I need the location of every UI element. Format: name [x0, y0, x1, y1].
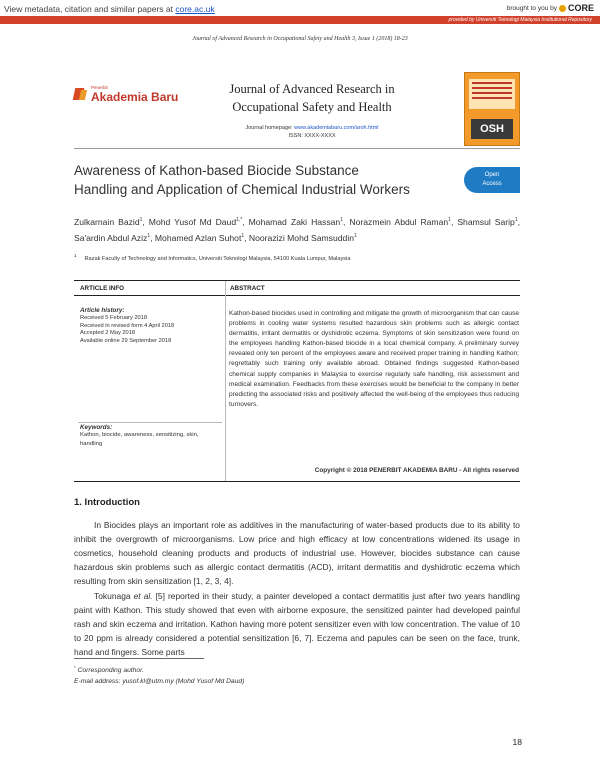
history-online: Available online 29 September 2018	[80, 337, 172, 344]
provider-text: provided by Universiti Teknologi Malaysia Institutional Repository	[448, 17, 592, 23]
running-head: Journal of Advanced Research in Occupational Safety and Health 3, Issue 1 (2018) 18-23	[192, 36, 408, 42]
footnote	[74, 662, 374, 687]
info-top-rule	[74, 280, 520, 281]
provider-bar	[0, 16, 600, 24]
keywords	[80, 424, 220, 449]
journal-masthead	[74, 64, 520, 148]
article-info-header: ARTICLE INFO	[80, 285, 125, 292]
author-affiliation-mark: 1	[147, 232, 151, 239]
history-revised: Received in revised form 4 April 2018	[80, 322, 175, 329]
author-affiliation-mark: 1	[354, 232, 357, 239]
author-affiliation-mark: 1	[514, 217, 518, 223]
article-history	[80, 307, 220, 345]
affiliation-mark: 1	[74, 253, 77, 258]
core-brand-name: CORE	[567, 3, 594, 13]
open-access-line2: Access	[482, 181, 502, 187]
journal-cover-image	[464, 72, 520, 146]
core-logo-icon	[559, 5, 566, 12]
author-name: Norazmein Abdul Raman	[349, 216, 449, 227]
author-separator: ,	[244, 232, 249, 243]
publisher-small-text: Penerbit	[91, 85, 108, 90]
intro-paragraph-1: In Biocides plays an important role as additives in the manufacturing of water-based products due to its ability to inhibit the overgrowth of microorganisms. Low price and high efficacy at low concentrations widened its usage in cosmetics, household cleaning products and products of industrial use. However, biocides substance can cause hazardous skin problems such as allergic contact dermatitis (ACD), irritant dermatitis and dyshidrotic eczema which resulting from skin sensitization [1, 2, 3, 4].	[74, 520, 520, 587]
abstract-text: Kathon-based biocides used in controlling and mitigate the growth of microorganism that can cause problems in cooling water systems resulted hazardous skin problems such as allergic contact dermatitis, irritant dermatitis or dyshidrotic eczema. Symptoms of skin sensitization were found on the employees handling Kathon-based biocide in a local chemical company. A preliminary survey revealed only ten percent of the employees aware and received proper training in handling Kathon; regrettably such training only available abroad. Obtained findings suggested Kathon-based chemical supply companies in Malaysia to exercise regularly safe handling, risk assessment and medical examination. Feedbacks from these exercises would be beneficial to the company in better predicting the associated risks and positively affected the well-being of the employees thus reducing turnovers.	[229, 310, 519, 408]
homepage-link[interactable]: www.akademiabaru.com/aroh.html	[294, 125, 379, 131]
journal-title	[212, 80, 412, 116]
corresponding-email: E-mail address: yusof.kl@utm.my (Mohd Yusof Md Daud)	[74, 678, 245, 686]
author-name: Zulkarnain Bazid	[74, 216, 140, 227]
author-separator: ,	[517, 216, 520, 227]
open-access-badge[interactable]	[464, 167, 520, 193]
affiliation-text: Razak Faculty of Technology and Informatics, Universiti Teknologi Malaysia, 54100 Kuala Lumpur, Malaysia	[84, 255, 351, 262]
page-number: 18	[512, 737, 522, 747]
author-name: Mohamad Zaki Hassan	[248, 216, 341, 227]
copyright: Copyright © 2018 PENERBIT AKADEMIA BARU - All rights reserved	[314, 467, 519, 474]
author-separator: ,	[150, 232, 155, 243]
section-heading-introduction: 1. Introduction	[74, 497, 140, 508]
info-header-rule	[74, 295, 520, 296]
history-received: Received 5 February 2018	[80, 315, 148, 322]
core-brand[interactable]	[507, 3, 594, 13]
author-name: Mohamed Azlan Suhot	[154, 232, 242, 243]
author-separator: ,	[242, 216, 249, 227]
author-name: Mohd Yusof Md Daud	[148, 216, 237, 227]
publisher-logo	[74, 86, 178, 103]
corresponding-author-label: Corresponding author.	[77, 667, 144, 675]
author-name: Noorazizi Mohd Samsuddin	[248, 232, 355, 243]
author-affiliation-mark: 1	[340, 217, 343, 223]
history-heading: Article history:	[80, 307, 125, 314]
et-al: et al.	[133, 591, 153, 601]
intro-paragraph-2	[74, 589, 520, 659]
masthead-divider	[74, 148, 520, 149]
core-link-url[interactable]: core.ac.uk	[175, 4, 215, 14]
author-separator: ,	[450, 216, 458, 227]
author-name: Sa'ardin Abdul Aziz	[74, 232, 148, 243]
footnote-rule	[74, 658, 204, 659]
keywords-rule	[78, 422, 222, 423]
core-link-prefix: View metadata, citation and similar papers at	[4, 4, 173, 14]
core-metadata-link[interactable]	[4, 4, 215, 14]
author-affiliation-mark: 1	[139, 217, 143, 223]
keywords-text: Kathon, biocide, awareness, sensitizing, skin, handling	[80, 432, 199, 447]
author-separator: ,	[343, 216, 350, 227]
issn: ISSN: XXXX-XXXX	[288, 133, 336, 139]
info-bottom-rule	[74, 481, 520, 482]
intro-paragraph-2-text: [5] reported in their study, a painter developed a contact dermatitis just after two years handling paint with Kathon. This study showed that even with airborne exposure, the sensitized painter had developed painful rash and skin eczema and irritation. Kathon having more potent sensitizer even with low concentration. The value of 10 to 20 ppm is already considered a potential sensitization [6, 7]. Eczema and papules can be seen on the face, trunk, hand and fingers. Some parts	[74, 591, 520, 658]
author-separator: ,	[142, 216, 149, 227]
publisher-name: Akademia Baru	[91, 89, 179, 104]
core-brought-by: brought to you by	[506, 4, 557, 12]
abstract-header: ABSTRACT	[230, 285, 265, 292]
author-name: Shamsul Sarip	[457, 216, 515, 227]
akademia-baru-logo-icon	[74, 86, 88, 102]
history-accepted: Accepted 2 May 2018	[80, 330, 136, 337]
journal-homepage	[212, 124, 412, 140]
author-affiliation-mark: 1	[241, 232, 245, 239]
homepage-label: Journal homepage:	[245, 125, 293, 131]
journal-title-line2: Occupational Safety and Health	[232, 100, 392, 114]
footnote-mark: *	[74, 665, 76, 670]
journal-title-line1: Journal of Advanced Research in	[229, 82, 395, 96]
author-list	[74, 213, 520, 245]
article-title: Awareness of Kathon-based Biocide Substance Handling and Application of Chemical Industrial Workers	[74, 163, 410, 197]
open-access-line1: Open	[484, 172, 500, 178]
keywords-heading: Keywords:	[80, 424, 113, 431]
author-affiliation-mark: 1,*	[236, 217, 243, 223]
cover-osh-label: OSH	[471, 119, 513, 139]
info-column-divider	[225, 281, 226, 481]
cited-author: Tokunaga	[94, 591, 131, 601]
affiliation	[74, 253, 520, 262]
author-affiliation-mark: 1	[448, 217, 451, 223]
